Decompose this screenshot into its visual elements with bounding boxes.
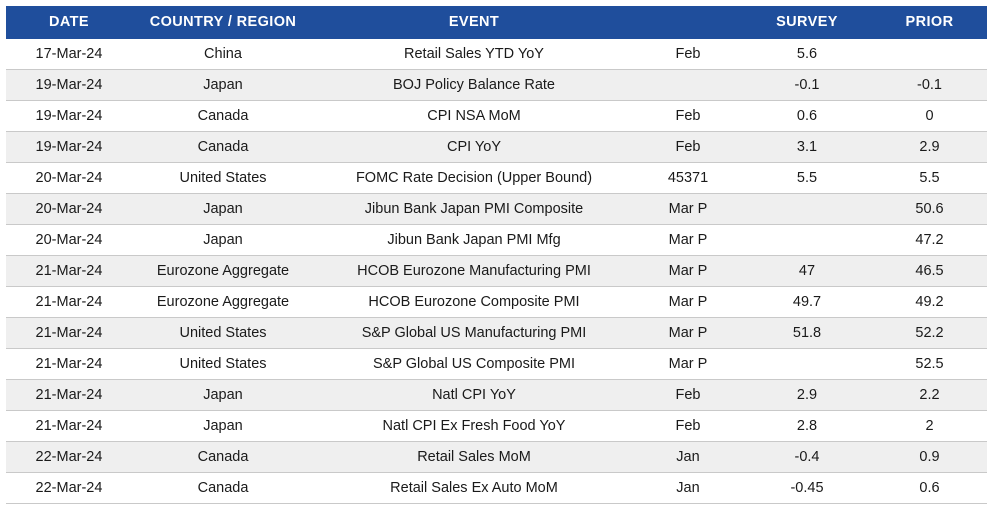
cell-survey: 49.7 — [742, 287, 872, 318]
cell-date: 21-Mar-24 — [6, 287, 132, 318]
cell-date: 19-Mar-24 — [6, 132, 132, 163]
cell-prior: -0.1 — [872, 70, 987, 101]
cell-country: United States — [132, 318, 314, 349]
column-header-survey: SURVEY — [742, 6, 872, 39]
cell-survey: 51.8 — [742, 318, 872, 349]
column-header-period — [634, 6, 742, 39]
cell-survey: 2.8 — [742, 411, 872, 442]
cell-event: HCOB Eurozone Composite PMI — [314, 287, 634, 318]
table-row — [6, 225, 987, 256]
cell-period: Feb — [634, 101, 742, 132]
cell-prior: 2 — [872, 411, 987, 442]
cell-period: Mar P — [634, 256, 742, 287]
cell-event: Retail Sales MoM — [314, 442, 634, 473]
cell-period: Feb — [634, 411, 742, 442]
table-body — [6, 39, 987, 504]
cell-event: Jibun Bank Japan PMI Mfg — [314, 225, 634, 256]
table-row — [6, 163, 987, 194]
cell-prior: 0.9 — [872, 442, 987, 473]
cell-date: 21-Mar-24 — [6, 380, 132, 411]
cell-date: 21-Mar-24 — [6, 411, 132, 442]
cell-prior: 2.9 — [872, 132, 987, 163]
cell-prior: 0.6 — [872, 473, 987, 504]
table-row — [6, 318, 987, 349]
cell-prior: 52.5 — [872, 349, 987, 380]
cell-date: 21-Mar-24 — [6, 349, 132, 380]
cell-prior: 5.5 — [872, 163, 987, 194]
cell-period: Jan — [634, 442, 742, 473]
cell-country: Canada — [132, 132, 314, 163]
cell-event: Jibun Bank Japan PMI Composite — [314, 194, 634, 225]
cell-country: Canada — [132, 473, 314, 504]
cell-country: Japan — [132, 380, 314, 411]
cell-prior: 2.2 — [872, 380, 987, 411]
table-row — [6, 473, 987, 504]
cell-period: Mar P — [634, 287, 742, 318]
cell-country: Canada — [132, 101, 314, 132]
cell-event: FOMC Rate Decision (Upper Bound) — [314, 163, 634, 194]
table-row — [6, 442, 987, 473]
cell-date: 21-Mar-24 — [6, 256, 132, 287]
table-header-row — [6, 6, 987, 39]
cell-event: CPI NSA MoM — [314, 101, 634, 132]
table-row — [6, 39, 987, 70]
table-header — [6, 6, 987, 39]
column-header-prior: PRIOR — [872, 6, 987, 39]
cell-country: United States — [132, 163, 314, 194]
cell-event: BOJ Policy Balance Rate — [314, 70, 634, 101]
table-row — [6, 70, 987, 101]
cell-prior: 50.6 — [872, 194, 987, 225]
cell-survey: -0.1 — [742, 70, 872, 101]
cell-event: S&P Global US Composite PMI — [314, 349, 634, 380]
cell-date: 21-Mar-24 — [6, 318, 132, 349]
column-header-country: COUNTRY / REGION — [132, 6, 314, 39]
cell-date: 20-Mar-24 — [6, 225, 132, 256]
cell-country: Canada — [132, 442, 314, 473]
cell-period: 45371 — [634, 163, 742, 194]
cell-survey: 5.6 — [742, 39, 872, 70]
cell-country: Japan — [132, 70, 314, 101]
table-row — [6, 194, 987, 225]
cell-date: 20-Mar-24 — [6, 194, 132, 225]
cell-event: Natl CPI YoY — [314, 380, 634, 411]
cell-survey: 2.9 — [742, 380, 872, 411]
cell-period — [634, 70, 742, 101]
cell-prior: 52.2 — [872, 318, 987, 349]
column-header-event: EVENT — [314, 6, 634, 39]
cell-country: China — [132, 39, 314, 70]
cell-country: Japan — [132, 194, 314, 225]
cell-prior: 49.2 — [872, 287, 987, 318]
cell-survey: 47 — [742, 256, 872, 287]
cell-date: 20-Mar-24 — [6, 163, 132, 194]
cell-period: Mar P — [634, 349, 742, 380]
cell-country: Japan — [132, 225, 314, 256]
cell-prior: 47.2 — [872, 225, 987, 256]
cell-event: Retail Sales YTD YoY — [314, 39, 634, 70]
cell-date: 19-Mar-24 — [6, 101, 132, 132]
cell-country: United States — [132, 349, 314, 380]
cell-survey: -0.4 — [742, 442, 872, 473]
table-row — [6, 287, 987, 318]
table-row — [6, 349, 987, 380]
cell-period: Mar P — [634, 194, 742, 225]
cell-survey — [742, 349, 872, 380]
cell-event: HCOB Eurozone Manufacturing PMI — [314, 256, 634, 287]
table-row — [6, 256, 987, 287]
cell-country: Eurozone Aggregate — [132, 256, 314, 287]
cell-period: Mar P — [634, 225, 742, 256]
cell-period: Feb — [634, 39, 742, 70]
cell-survey: -0.45 — [742, 473, 872, 504]
cell-prior: 0 — [872, 101, 987, 132]
table-row — [6, 380, 987, 411]
cell-period: Feb — [634, 380, 742, 411]
cell-event: S&P Global US Manufacturing PMI — [314, 318, 634, 349]
cell-country: Eurozone Aggregate — [132, 287, 314, 318]
cell-survey — [742, 194, 872, 225]
cell-date: 22-Mar-24 — [6, 473, 132, 504]
cell-country: Japan — [132, 411, 314, 442]
table-row — [6, 101, 987, 132]
cell-survey — [742, 225, 872, 256]
cell-event: CPI YoY — [314, 132, 634, 163]
cell-date: 17-Mar-24 — [6, 39, 132, 70]
cell-event: Natl CPI Ex Fresh Food YoY — [314, 411, 634, 442]
cell-period: Feb — [634, 132, 742, 163]
cell-survey: 5.5 — [742, 163, 872, 194]
cell-prior: 46.5 — [872, 256, 987, 287]
cell-date: 19-Mar-24 — [6, 70, 132, 101]
economic-calendar-table — [6, 6, 987, 504]
cell-survey: 0.6 — [742, 101, 872, 132]
cell-period: Jan — [634, 473, 742, 504]
cell-prior — [872, 39, 987, 70]
cell-period: Mar P — [634, 318, 742, 349]
table-row — [6, 411, 987, 442]
cell-event: Retail Sales Ex Auto MoM — [314, 473, 634, 504]
cell-survey: 3.1 — [742, 132, 872, 163]
table-row — [6, 132, 987, 163]
column-header-date: DATE — [6, 6, 132, 39]
cell-date: 22-Mar-24 — [6, 442, 132, 473]
